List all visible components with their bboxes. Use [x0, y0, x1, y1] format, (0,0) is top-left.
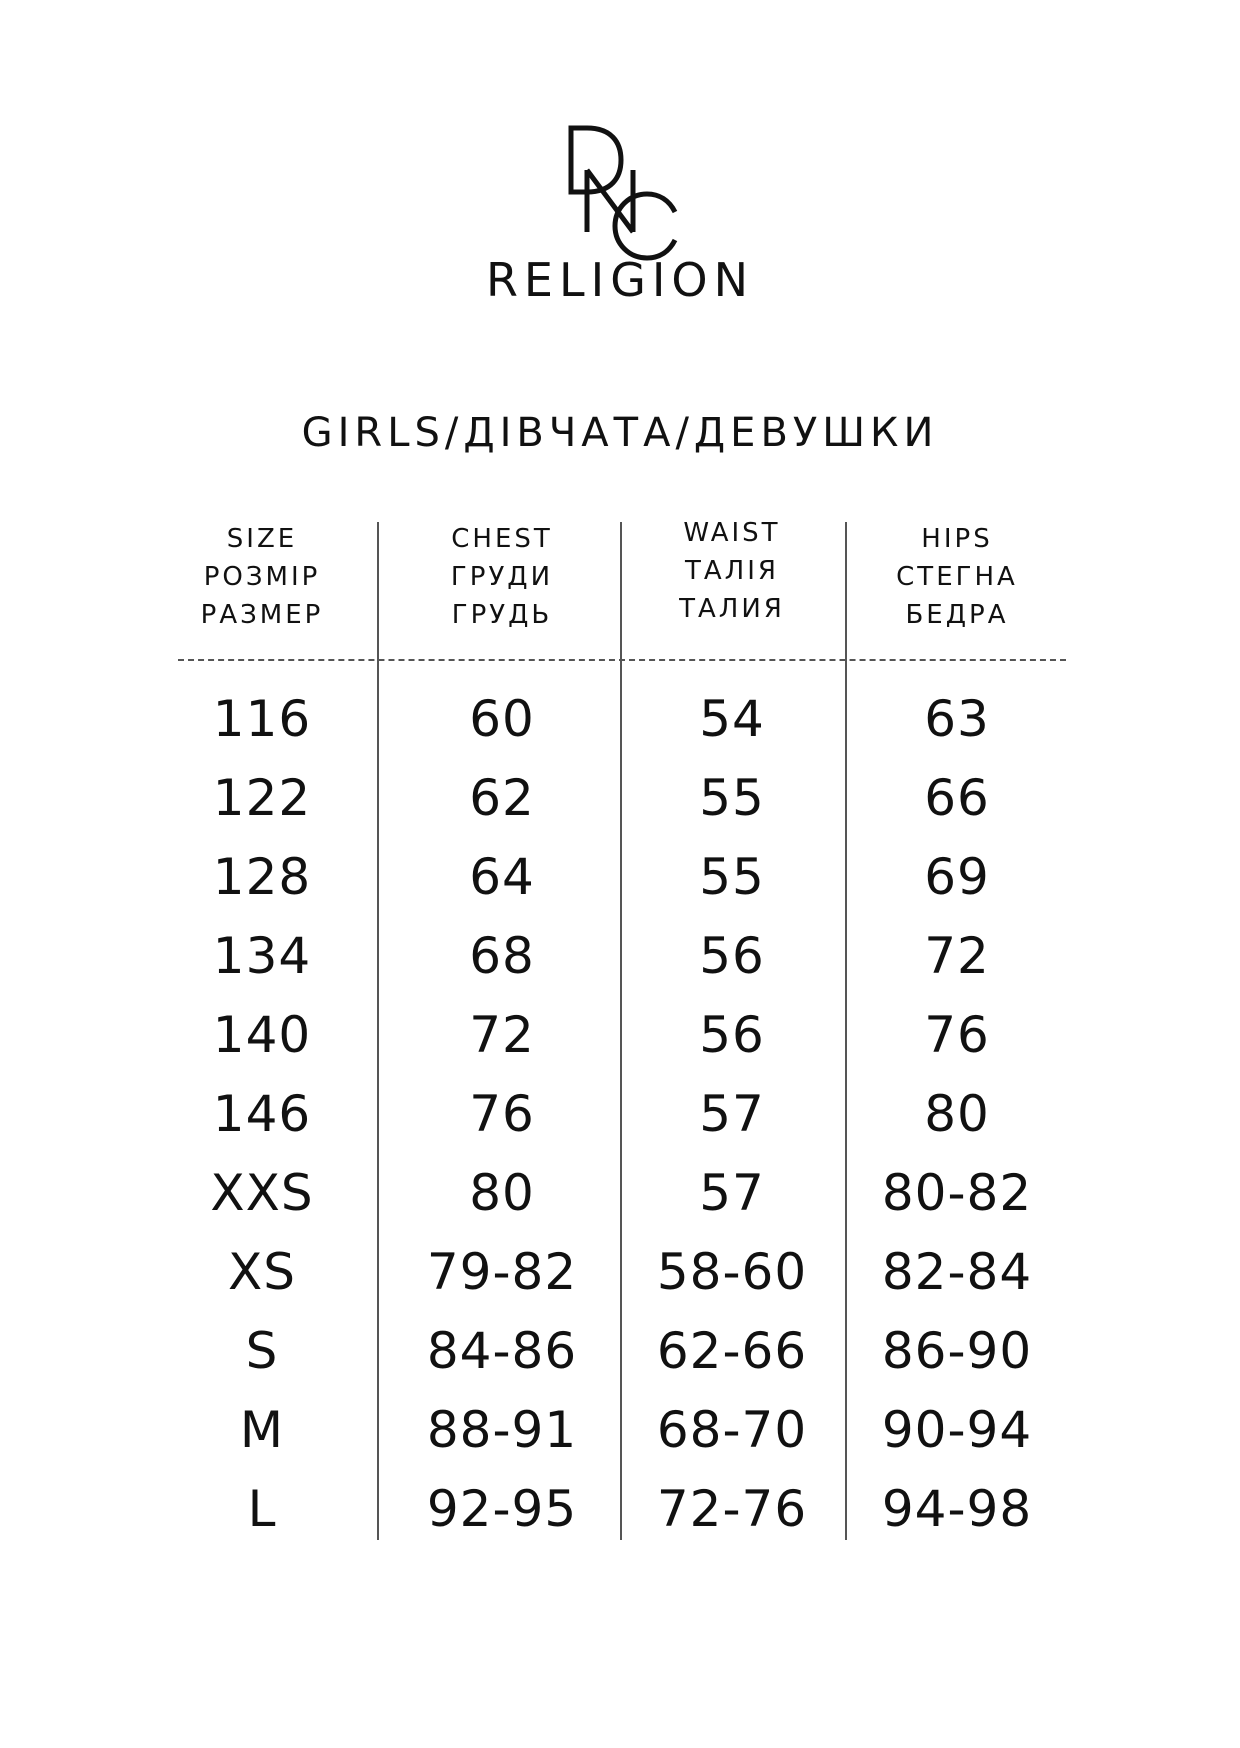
header-size-en: SIZE: [226, 524, 298, 554]
size-cell: 140: [212, 1006, 312, 1064]
header-size-ua: РОЗМІР: [203, 562, 321, 592]
hips-cell: 66: [924, 769, 990, 827]
waist-cell: 54: [699, 690, 765, 748]
waist-cell: 55: [699, 848, 765, 906]
chest-cell: 88-91: [426, 1401, 578, 1459]
hips-cell: 72: [924, 927, 990, 985]
table-row: [0, 1075, 1240, 1154]
waist-cell: 58-60: [656, 1243, 808, 1301]
size-cell: 122: [212, 769, 312, 827]
table-row: [0, 1470, 1240, 1549]
table-row: [0, 1154, 1240, 1233]
chest-cell: 84-86: [426, 1322, 578, 1380]
waist-cell: 57: [699, 1164, 765, 1222]
chest-cell: 79-82: [426, 1243, 578, 1301]
table-row: [0, 759, 1240, 838]
chest-cell: 76: [469, 1085, 535, 1143]
header-chest-en: CHEST: [451, 524, 553, 554]
hips-cell: 94-98: [881, 1480, 1033, 1538]
size-cell: 146: [212, 1085, 312, 1143]
chest-cell: 64: [469, 848, 535, 906]
size-cell: XS: [228, 1243, 296, 1301]
size-cell: L: [247, 1480, 277, 1538]
waist-cell: 56: [699, 927, 765, 985]
hips-cell: 63: [924, 690, 990, 748]
header-waist: [622, 514, 842, 628]
waist-cell: 68-70: [656, 1401, 808, 1459]
hips-cell: 90-94: [881, 1401, 1033, 1459]
header-size: [152, 520, 372, 634]
table-row: [0, 1312, 1240, 1391]
header-waist-en: WAIST: [683, 518, 781, 548]
hips-cell: 69: [924, 848, 990, 906]
table-row: [0, 996, 1240, 1075]
table-row: [0, 1391, 1240, 1470]
size-cell: 128: [212, 848, 312, 906]
header-hips-ru: БЕДРА: [905, 600, 1009, 630]
size-cell: 116: [212, 690, 312, 748]
size-cell: 134: [212, 927, 312, 985]
size-cell: S: [245, 1322, 279, 1380]
table-row: [0, 680, 1240, 759]
header-hips: [847, 520, 1067, 634]
waist-cell: 56: [699, 1006, 765, 1064]
chest-cell: 68: [469, 927, 535, 985]
header-hips-ua: СТЕГНА: [896, 562, 1018, 592]
header-hips-en: HIPS: [921, 524, 993, 554]
header-chest-ru: ГРУДЬ: [451, 600, 553, 630]
chest-cell: 72: [469, 1006, 535, 1064]
brand-name: RELIGION: [485, 253, 755, 307]
header-divider: [178, 659, 1066, 661]
header-chest-ua: ГРУДИ: [450, 562, 554, 592]
hips-cell: 76: [924, 1006, 990, 1064]
header-waist-ru: ТАЛИЯ: [679, 594, 785, 624]
waist-cell: 62-66: [656, 1322, 808, 1380]
waist-cell: 72-76: [656, 1480, 808, 1538]
table-row: [0, 838, 1240, 917]
size-cell: M: [239, 1401, 285, 1459]
page-title: GIRLS/ДІВЧАТА/ДЕВУШКИ: [301, 410, 939, 456]
size-table: [0, 680, 1240, 1549]
chest-cell: 92-95: [426, 1480, 578, 1538]
chest-cell: 80: [469, 1164, 535, 1222]
chest-cell: 62: [469, 769, 535, 827]
header-waist-ua: ТАЛІЯ: [685, 556, 779, 586]
table-row: [0, 1233, 1240, 1312]
hips-cell: 86-90: [881, 1322, 1033, 1380]
size-cell: XXS: [210, 1164, 314, 1222]
waist-cell: 57: [699, 1085, 765, 1143]
chest-cell: 60: [469, 690, 535, 748]
table-row: [0, 917, 1240, 996]
hips-cell: 82-84: [881, 1243, 1033, 1301]
dnc-logo-icon: [565, 122, 685, 262]
hips-cell: 80-82: [881, 1164, 1033, 1222]
header-size-ru: РАЗМЕР: [200, 600, 324, 630]
waist-cell: 55: [699, 769, 765, 827]
hips-cell: 80: [924, 1085, 990, 1143]
header-chest: [392, 520, 612, 634]
